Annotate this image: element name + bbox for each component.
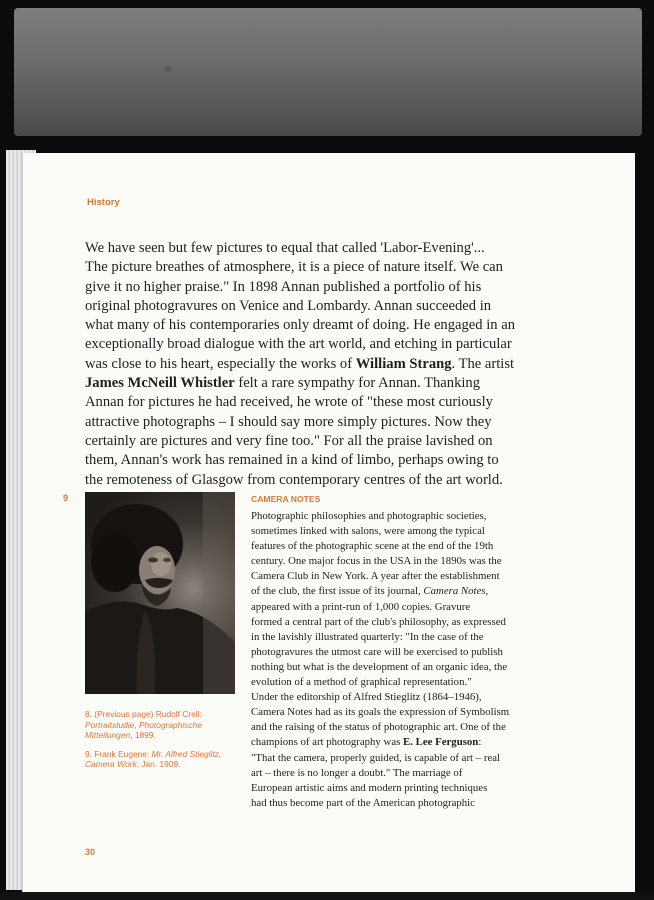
text-run: photogravures the utmost care will be exercised to publish	[251, 645, 503, 658]
previous-page-edge	[14, 8, 642, 136]
text-run: The picture breathes of atmosphere, it is a piece of nature itself. We can	[85, 259, 503, 276]
text-run: 9. Frank Eugene:	[85, 748, 152, 759]
figure-captions	[85, 709, 245, 778]
portrait-photograph	[85, 492, 235, 694]
text-line	[251, 782, 487, 794]
text-line	[251, 767, 462, 779]
text-run: . The artist	[451, 355, 515, 372]
text-run: century. One major focus in the USA in the 1890s was the	[251, 555, 502, 568]
text-line	[85, 414, 492, 430]
text-line	[251, 601, 470, 613]
text-run: attractive photographs – I should say more simply pictures. Now they	[85, 413, 492, 430]
text-line	[85, 356, 514, 372]
bold-name: E. Lee Ferguson	[403, 736, 479, 749]
bold-name: James McNeill Whistler	[85, 375, 235, 392]
text-line	[85, 298, 491, 314]
text-run: Camera Notes had as its goals the expression of Symbolism	[251, 706, 510, 719]
text-line	[251, 721, 506, 733]
italic-title: Portraitstudie, Photographische Mitteilungen	[85, 719, 202, 741]
text-run: Photographic philosophies and photographic societies,	[251, 510, 487, 522]
text-run: original photogravures on Venice and Lombardy. Annan succeeded in	[85, 297, 492, 314]
text-run: , Jan. 1909.	[136, 759, 181, 770]
text-run: was close to his heart, especially the works of	[85, 355, 356, 372]
book-page	[22, 153, 635, 895]
text-run: , 1899.	[130, 730, 156, 741]
text-run: art – there is no longer a doubt." The marriage of	[251, 766, 463, 779]
text-run: give it no higher praise." In 1898 Annan published a portfolio of his	[85, 278, 482, 295]
text-run: of the club, the first issue of its journal,	[251, 585, 424, 598]
text-run: Annan for pictures he had received, he wrote of "these most curiously	[85, 394, 493, 411]
page-number: 30	[85, 847, 96, 857]
text-run: sometimes linked with salons, were among the typical	[251, 525, 485, 538]
text-line	[85, 259, 503, 275]
text-run: the remoteness of Glasgow from contemporary centres of the art world.	[85, 471, 503, 488]
text-line	[251, 736, 481, 748]
text-line	[251, 797, 475, 809]
text-line	[85, 452, 499, 468]
text-line	[85, 375, 480, 391]
section-paragraph	[251, 509, 569, 811]
figure-number: 9	[63, 493, 69, 503]
text-line	[85, 317, 515, 333]
text-run: had thus become part of the American photographic	[251, 796, 475, 809]
text-line	[251, 676, 472, 688]
text-line	[85, 394, 493, 410]
text-run: evolution of a method of graphical representation."	[251, 676, 472, 689]
text-line	[251, 510, 486, 522]
bottom-shadow	[0, 892, 654, 900]
portrait-figure	[85, 492, 235, 694]
caption-figure-9	[85, 749, 245, 770]
text-run: :	[478, 736, 482, 749]
text-run: "That the camera, properly guided, is capable of art – real	[251, 751, 501, 764]
text-line	[85, 472, 503, 488]
text-run: champions of art photography was	[251, 736, 404, 749]
text-line	[251, 661, 507, 673]
text-run: appeared with a print-run of 1,000 copies. Gravure	[251, 600, 471, 613]
text-line	[85, 279, 481, 295]
text-line	[251, 540, 493, 552]
bold-name: William Strang	[355, 355, 452, 372]
text-run: 8. (Previous page) Rudolf Crell:	[85, 709, 202, 719]
text-run: and the raising of the status of photographic art. One of the	[251, 721, 506, 734]
text-line	[251, 570, 500, 582]
text-run: Camera Club in New York. A year after the establishment	[251, 570, 500, 583]
text-run: certainly are pictures and very fine too." For all the praise lavished on	[85, 432, 493, 449]
main-paragraph	[85, 239, 567, 490]
section-title: CAMERA NOTES	[251, 494, 321, 504]
text-line	[251, 706, 509, 718]
text-run: Under the editorship of Alfred Stieglitz (1864–1946),	[251, 691, 482, 704]
text-run: nothing but what is the development of an organic idea, the	[251, 660, 508, 673]
text-line	[85, 336, 512, 352]
text-run: We have seen but few pictures to equal that called 'Labor-Evening'...	[85, 240, 485, 256]
text-run: what many of his contemporaries only dreamt of doing. He engaged in an	[85, 317, 515, 334]
text-line	[251, 631, 484, 643]
text-run: felt a rare sympathy for Annan. Thanking	[234, 375, 481, 392]
text-run: them, Annan's work has remained in a kind of limbo, perhaps owing to	[85, 452, 499, 469]
text-run: exceptionally broad dialogue with the art world, and etching in particular	[85, 336, 512, 353]
text-line	[251, 555, 502, 567]
text-line	[251, 585, 488, 597]
text-line	[251, 691, 482, 703]
caption-figure-8	[85, 709, 245, 741]
paper-mark	[164, 66, 172, 72]
italic-title: Mr. Alfred Stieglitz, Camera Work	[85, 748, 222, 770]
text-run: formed a central part of the club's philosophy, as expressed	[251, 615, 506, 628]
italic-title: Camera Notes,	[423, 585, 489, 598]
text-line	[85, 433, 493, 449]
text-line	[251, 525, 485, 537]
text-line	[251, 616, 506, 628]
text-line	[251, 646, 503, 658]
running-head: History	[87, 197, 120, 208]
text-line	[85, 240, 485, 256]
text-run: European artistic aims and modern printing techniques	[251, 781, 488, 794]
text-run: in the lavishly illustrated quarterly: "In the case of the	[251, 630, 484, 643]
text-run: features of the photographic scene at the end of the 19th	[251, 540, 494, 553]
text-line	[251, 752, 500, 764]
